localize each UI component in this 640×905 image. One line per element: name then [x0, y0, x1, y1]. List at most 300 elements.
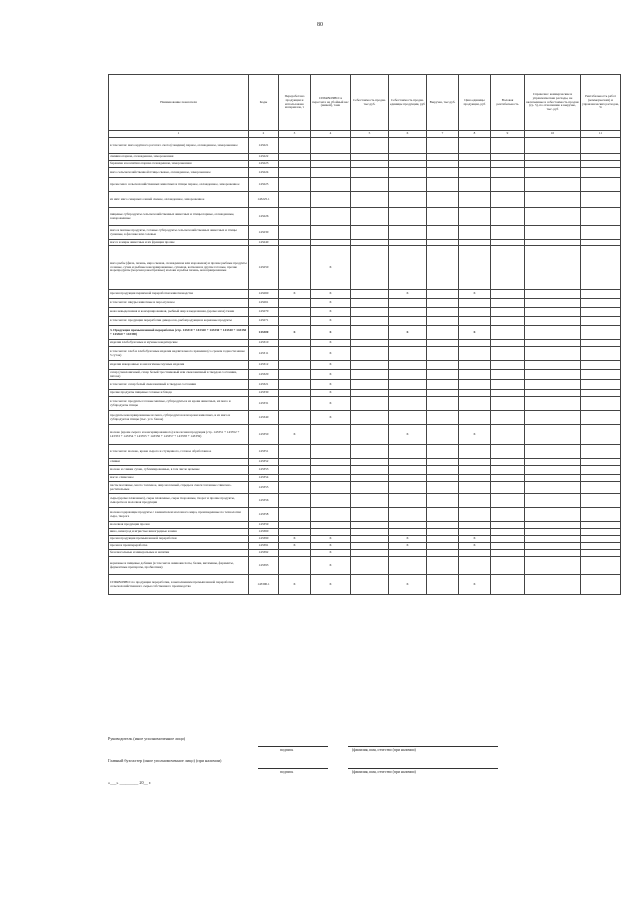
row-cell[interactable]: Х: [279, 536, 311, 543]
row-cell[interactable]: [491, 475, 525, 482]
row-cell[interactable]: [491, 390, 525, 397]
row-cell[interactable]: [581, 326, 621, 340]
row-cell[interactable]: [525, 347, 581, 361]
row-cell[interactable]: [311, 475, 351, 482]
row-cell[interactable]: [525, 308, 581, 317]
row-cell[interactable]: [459, 347, 491, 361]
row-cell[interactable]: [279, 475, 311, 482]
row-cell[interactable]: [525, 138, 581, 154]
row-cell[interactable]: [581, 557, 621, 575]
row-cell[interactable]: [311, 138, 351, 154]
row-cell[interactable]: [525, 557, 581, 575]
row-cell[interactable]: Х: [311, 411, 351, 425]
row-cell[interactable]: [491, 290, 525, 299]
row-cell[interactable]: [279, 299, 311, 308]
row-cell[interactable]: [427, 138, 459, 154]
row-cell[interactable]: [389, 192, 427, 208]
row-cell[interactable]: [459, 308, 491, 317]
row-cell[interactable]: [459, 299, 491, 308]
row-cell[interactable]: [581, 536, 621, 543]
row-cell[interactable]: Х: [311, 380, 351, 390]
row-cell[interactable]: [459, 178, 491, 192]
row-cell[interactable]: [279, 508, 311, 522]
row-cell[interactable]: [427, 370, 459, 380]
row-cell[interactable]: [427, 475, 459, 482]
row-cell[interactable]: [279, 390, 311, 397]
row-cell[interactable]: [279, 138, 311, 154]
row-cell[interactable]: [525, 543, 581, 550]
row-cell[interactable]: [427, 208, 459, 226]
row-cell[interactable]: [525, 178, 581, 192]
row-cell[interactable]: [351, 290, 389, 299]
row-cell[interactable]: [525, 226, 581, 240]
row-cell[interactable]: [279, 361, 311, 370]
row-cell[interactable]: [351, 246, 389, 290]
row-cell[interactable]: [459, 482, 491, 494]
row-cell[interactable]: [351, 459, 389, 466]
row-cell[interactable]: Х: [459, 290, 491, 299]
row-cell[interactable]: [311, 425, 351, 445]
row-cell[interactable]: [491, 482, 525, 494]
row-cell[interactable]: [389, 459, 427, 466]
row-cell[interactable]: [459, 475, 491, 482]
row-cell[interactable]: [351, 208, 389, 226]
row-cell[interactable]: [351, 326, 389, 340]
row-cell[interactable]: [581, 246, 621, 290]
row-cell[interactable]: [491, 494, 525, 508]
row-cell[interactable]: Х: [311, 397, 351, 411]
row-cell[interactable]: [311, 508, 351, 522]
row-cell[interactable]: [279, 466, 311, 475]
row-cell[interactable]: [279, 550, 311, 557]
row-cell[interactable]: [491, 138, 525, 154]
row-cell[interactable]: Х: [311, 340, 351, 347]
row-cell[interactable]: [427, 299, 459, 308]
row-cell[interactable]: [279, 445, 311, 459]
row-cell[interactable]: Х: [279, 290, 311, 299]
row-cell[interactable]: [525, 475, 581, 482]
row-cell[interactable]: [491, 508, 525, 522]
row-cell[interactable]: [351, 370, 389, 380]
row-cell[interactable]: [351, 380, 389, 390]
row-cell[interactable]: [491, 347, 525, 361]
row-cell[interactable]: [581, 340, 621, 347]
row-cell[interactable]: [459, 361, 491, 370]
row-cell[interactable]: [427, 445, 459, 459]
row-cell[interactable]: [389, 529, 427, 536]
row-cell[interactable]: [351, 557, 389, 575]
row-cell[interactable]: [351, 475, 389, 482]
row-cell[interactable]: Х: [311, 347, 351, 361]
row-cell[interactable]: [525, 529, 581, 536]
row-cell[interactable]: [459, 494, 491, 508]
row-cell[interactable]: [459, 557, 491, 575]
row-cell[interactable]: [491, 168, 525, 178]
row-cell[interactable]: [525, 154, 581, 161]
row-cell[interactable]: [279, 226, 311, 240]
row-cell[interactable]: [279, 380, 311, 390]
row-cell[interactable]: [389, 508, 427, 522]
row-cell[interactable]: [427, 390, 459, 397]
row-cell[interactable]: [525, 208, 581, 226]
row-cell[interactable]: [491, 161, 525, 168]
row-cell[interactable]: [491, 575, 525, 595]
row-cell[interactable]: [427, 290, 459, 299]
row-cell[interactable]: [427, 522, 459, 529]
row-cell[interactable]: [491, 178, 525, 192]
row-cell[interactable]: [525, 246, 581, 290]
row-cell[interactable]: [525, 482, 581, 494]
row-cell[interactable]: [427, 226, 459, 240]
row-cell[interactable]: [581, 192, 621, 208]
row-cell[interactable]: [459, 508, 491, 522]
row-cell[interactable]: [491, 299, 525, 308]
row-cell[interactable]: [525, 550, 581, 557]
row-cell[interactable]: [311, 494, 351, 508]
row-cell[interactable]: [389, 340, 427, 347]
row-cell[interactable]: [389, 178, 427, 192]
row-cell[interactable]: [311, 459, 351, 466]
head-name-line[interactable]: [348, 746, 498, 747]
row-cell[interactable]: [581, 138, 621, 154]
accountant-name-line[interactable]: [348, 768, 498, 769]
row-cell[interactable]: [491, 380, 525, 390]
row-cell[interactable]: [581, 482, 621, 494]
row-cell[interactable]: [427, 168, 459, 178]
row-cell[interactable]: [459, 390, 491, 397]
row-cell[interactable]: [525, 494, 581, 508]
row-cell[interactable]: [389, 226, 427, 240]
row-cell[interactable]: [581, 308, 621, 317]
row-cell[interactable]: [581, 508, 621, 522]
row-cell[interactable]: [525, 370, 581, 380]
row-cell[interactable]: [581, 347, 621, 361]
row-cell[interactable]: [279, 347, 311, 361]
row-cell[interactable]: [459, 445, 491, 459]
row-cell[interactable]: Х: [311, 361, 351, 370]
row-cell[interactable]: [427, 550, 459, 557]
row-cell[interactable]: [279, 529, 311, 536]
row-cell[interactable]: [427, 459, 459, 466]
row-cell[interactable]: [459, 397, 491, 411]
row-cell[interactable]: [279, 459, 311, 466]
row-cell[interactable]: [351, 445, 389, 459]
row-cell[interactable]: [389, 550, 427, 557]
row-cell[interactable]: [525, 411, 581, 425]
row-cell[interactable]: [311, 522, 351, 529]
row-cell[interactable]: Х: [459, 536, 491, 543]
row-cell[interactable]: [525, 361, 581, 370]
row-cell[interactable]: [279, 192, 311, 208]
row-cell[interactable]: [525, 466, 581, 475]
row-cell[interactable]: [581, 317, 621, 326]
row-cell[interactable]: [459, 168, 491, 178]
row-cell[interactable]: [525, 397, 581, 411]
row-cell[interactable]: Х: [389, 536, 427, 543]
row-cell[interactable]: [459, 522, 491, 529]
row-cell[interactable]: Х: [459, 575, 491, 595]
row-cell[interactable]: [491, 208, 525, 226]
row-cell[interactable]: [351, 168, 389, 178]
row-cell[interactable]: [389, 445, 427, 459]
row-cell[interactable]: [459, 161, 491, 168]
row-cell[interactable]: [427, 466, 459, 475]
row-cell[interactable]: [311, 168, 351, 178]
row-cell[interactable]: [581, 459, 621, 466]
row-cell[interactable]: [351, 397, 389, 411]
row-cell[interactable]: [491, 557, 525, 575]
row-cell[interactable]: [389, 522, 427, 529]
row-cell[interactable]: Х: [311, 543, 351, 550]
row-cell[interactable]: Х: [459, 543, 491, 550]
row-cell[interactable]: [459, 192, 491, 208]
row-cell[interactable]: [581, 361, 621, 370]
row-cell[interactable]: [459, 340, 491, 347]
row-cell[interactable]: [581, 575, 621, 595]
row-cell[interactable]: [389, 208, 427, 226]
row-cell[interactable]: [491, 425, 525, 445]
row-cell[interactable]: [427, 425, 459, 445]
row-cell[interactable]: [491, 536, 525, 543]
row-cell[interactable]: [311, 161, 351, 168]
row-cell[interactable]: [427, 529, 459, 536]
row-cell[interactable]: [389, 411, 427, 425]
row-cell[interactable]: Х: [311, 299, 351, 308]
row-cell[interactable]: Х: [311, 317, 351, 326]
row-cell[interactable]: [459, 411, 491, 425]
row-cell[interactable]: [389, 154, 427, 161]
row-cell[interactable]: [351, 575, 389, 595]
row-cell[interactable]: Х: [311, 370, 351, 380]
row-cell[interactable]: [389, 317, 427, 326]
row-cell[interactable]: [389, 168, 427, 178]
row-cell[interactable]: Х: [389, 425, 427, 445]
row-cell[interactable]: [525, 425, 581, 445]
row-cell[interactable]: [459, 246, 491, 290]
row-cell[interactable]: [427, 543, 459, 550]
row-cell[interactable]: [279, 208, 311, 226]
row-cell[interactable]: [389, 246, 427, 290]
row-cell[interactable]: [525, 508, 581, 522]
row-cell[interactable]: [581, 168, 621, 178]
row-cell[interactable]: [581, 543, 621, 550]
row-cell[interactable]: [491, 466, 525, 475]
accountant-signature-line[interactable]: [258, 768, 328, 769]
row-cell[interactable]: [389, 475, 427, 482]
row-cell[interactable]: [491, 397, 525, 411]
row-cell[interactable]: [581, 397, 621, 411]
row-cell[interactable]: [581, 466, 621, 475]
row-cell[interactable]: [525, 340, 581, 347]
row-cell[interactable]: [491, 154, 525, 161]
row-cell[interactable]: [427, 154, 459, 161]
row-cell[interactable]: [389, 361, 427, 370]
date-line[interactable]: «___» _________ 20__ г.: [108, 780, 152, 785]
row-cell[interactable]: [351, 192, 389, 208]
row-cell[interactable]: [525, 326, 581, 340]
row-cell[interactable]: [351, 411, 389, 425]
row-cell[interactable]: [279, 308, 311, 317]
row-cell[interactable]: [427, 246, 459, 290]
row-cell[interactable]: Х: [311, 575, 351, 595]
row-cell[interactable]: [491, 445, 525, 459]
row-cell[interactable]: [389, 308, 427, 317]
row-cell[interactable]: Х: [311, 326, 351, 340]
row-cell[interactable]: [427, 411, 459, 425]
row-cell[interactable]: [491, 340, 525, 347]
row-cell[interactable]: Х: [279, 543, 311, 550]
row-cell[interactable]: [389, 380, 427, 390]
row-cell[interactable]: Х: [311, 390, 351, 397]
row-cell[interactable]: [491, 226, 525, 240]
row-cell[interactable]: [525, 290, 581, 299]
row-cell[interactable]: [581, 299, 621, 308]
row-cell[interactable]: [311, 208, 351, 226]
row-cell[interactable]: [279, 168, 311, 178]
row-cell[interactable]: [351, 508, 389, 522]
row-cell[interactable]: [525, 168, 581, 178]
row-cell[interactable]: [491, 246, 525, 290]
row-cell[interactable]: [525, 161, 581, 168]
row-cell[interactable]: Х: [279, 575, 311, 595]
row-cell[interactable]: Х: [311, 557, 351, 575]
row-cell[interactable]: [427, 308, 459, 317]
row-cell[interactable]: [389, 482, 427, 494]
row-cell[interactable]: [581, 154, 621, 161]
row-cell[interactable]: [581, 161, 621, 168]
row-cell[interactable]: [427, 161, 459, 168]
row-cell[interactable]: [525, 459, 581, 466]
row-cell[interactable]: [459, 226, 491, 240]
row-cell[interactable]: [581, 425, 621, 445]
row-cell[interactable]: [581, 445, 621, 459]
row-cell[interactable]: [351, 482, 389, 494]
row-cell[interactable]: [427, 575, 459, 595]
row-cell[interactable]: [351, 466, 389, 475]
head-signature-line[interactable]: [258, 746, 328, 747]
row-cell[interactable]: [351, 347, 389, 361]
row-cell[interactable]: [581, 390, 621, 397]
row-cell[interactable]: [491, 308, 525, 317]
row-cell[interactable]: [279, 522, 311, 529]
row-cell[interactable]: [525, 192, 581, 208]
row-cell[interactable]: [581, 226, 621, 240]
row-cell[interactable]: [351, 178, 389, 192]
row-cell[interactable]: [351, 529, 389, 536]
row-cell[interactable]: [311, 178, 351, 192]
row-cell[interactable]: [491, 543, 525, 550]
row-cell[interactable]: [311, 466, 351, 475]
row-cell[interactable]: [279, 370, 311, 380]
row-cell[interactable]: [427, 482, 459, 494]
row-cell[interactable]: [389, 494, 427, 508]
row-cell[interactable]: [525, 317, 581, 326]
row-cell[interactable]: [581, 475, 621, 482]
row-cell[interactable]: [525, 390, 581, 397]
row-cell[interactable]: [581, 380, 621, 390]
row-cell[interactable]: [459, 380, 491, 390]
row-cell[interactable]: [351, 536, 389, 543]
row-cell[interactable]: [459, 154, 491, 161]
row-cell[interactable]: Х: [311, 536, 351, 543]
row-cell[interactable]: Х: [389, 326, 427, 340]
row-cell[interactable]: [427, 380, 459, 390]
row-cell[interactable]: Х: [311, 246, 351, 290]
row-cell[interactable]: [279, 397, 311, 411]
row-cell[interactable]: [279, 246, 311, 290]
row-cell[interactable]: [427, 192, 459, 208]
row-cell[interactable]: [581, 178, 621, 192]
row-cell[interactable]: [351, 390, 389, 397]
row-cell[interactable]: [389, 557, 427, 575]
row-cell[interactable]: [459, 138, 491, 154]
row-cell[interactable]: [279, 154, 311, 161]
row-cell[interactable]: [351, 543, 389, 550]
row-cell[interactable]: Х: [311, 550, 351, 557]
row-cell[interactable]: Х: [459, 425, 491, 445]
row-cell[interactable]: [525, 522, 581, 529]
row-cell[interactable]: [351, 522, 389, 529]
row-cell[interactable]: [459, 466, 491, 475]
row-cell[interactable]: [491, 529, 525, 536]
row-cell[interactable]: [581, 529, 621, 536]
row-cell[interactable]: [427, 361, 459, 370]
row-cell[interactable]: [311, 192, 351, 208]
row-cell[interactable]: [427, 536, 459, 543]
row-cell[interactable]: Х: [311, 290, 351, 299]
row-cell[interactable]: [389, 370, 427, 380]
row-cell[interactable]: [351, 340, 389, 347]
row-cell[interactable]: [311, 529, 351, 536]
row-cell[interactable]: [459, 208, 491, 226]
row-cell[interactable]: Х: [389, 543, 427, 550]
row-cell[interactable]: [351, 308, 389, 317]
row-cell[interactable]: Х: [279, 425, 311, 445]
row-cell[interactable]: [389, 299, 427, 308]
row-cell[interactable]: [459, 529, 491, 536]
row-cell[interactable]: Х: [311, 308, 351, 317]
row-cell[interactable]: [525, 575, 581, 595]
row-cell[interactable]: [491, 326, 525, 340]
row-cell[interactable]: Х: [459, 326, 491, 340]
row-cell[interactable]: [525, 445, 581, 459]
row-cell[interactable]: [581, 370, 621, 380]
row-cell[interactable]: [389, 466, 427, 475]
row-cell[interactable]: [581, 411, 621, 425]
row-cell[interactable]: [279, 340, 311, 347]
row-cell[interactable]: Х: [389, 290, 427, 299]
row-cell[interactable]: [581, 290, 621, 299]
row-cell[interactable]: [389, 138, 427, 154]
row-cell[interactable]: [279, 494, 311, 508]
row-cell[interactable]: [279, 317, 311, 326]
row-cell[interactable]: [351, 425, 389, 445]
row-cell[interactable]: [311, 482, 351, 494]
row-cell[interactable]: [279, 411, 311, 425]
row-cell[interactable]: [427, 178, 459, 192]
row-cell[interactable]: [311, 226, 351, 240]
row-cell[interactable]: [351, 138, 389, 154]
row-cell[interactable]: [311, 154, 351, 161]
row-cell[interactable]: [351, 494, 389, 508]
row-cell[interactable]: [581, 550, 621, 557]
row-cell[interactable]: [311, 445, 351, 459]
row-cell[interactable]: [351, 317, 389, 326]
row-cell[interactable]: [491, 370, 525, 380]
row-cell[interactable]: [351, 361, 389, 370]
row-cell[interactable]: [491, 411, 525, 425]
row-cell[interactable]: [581, 208, 621, 226]
